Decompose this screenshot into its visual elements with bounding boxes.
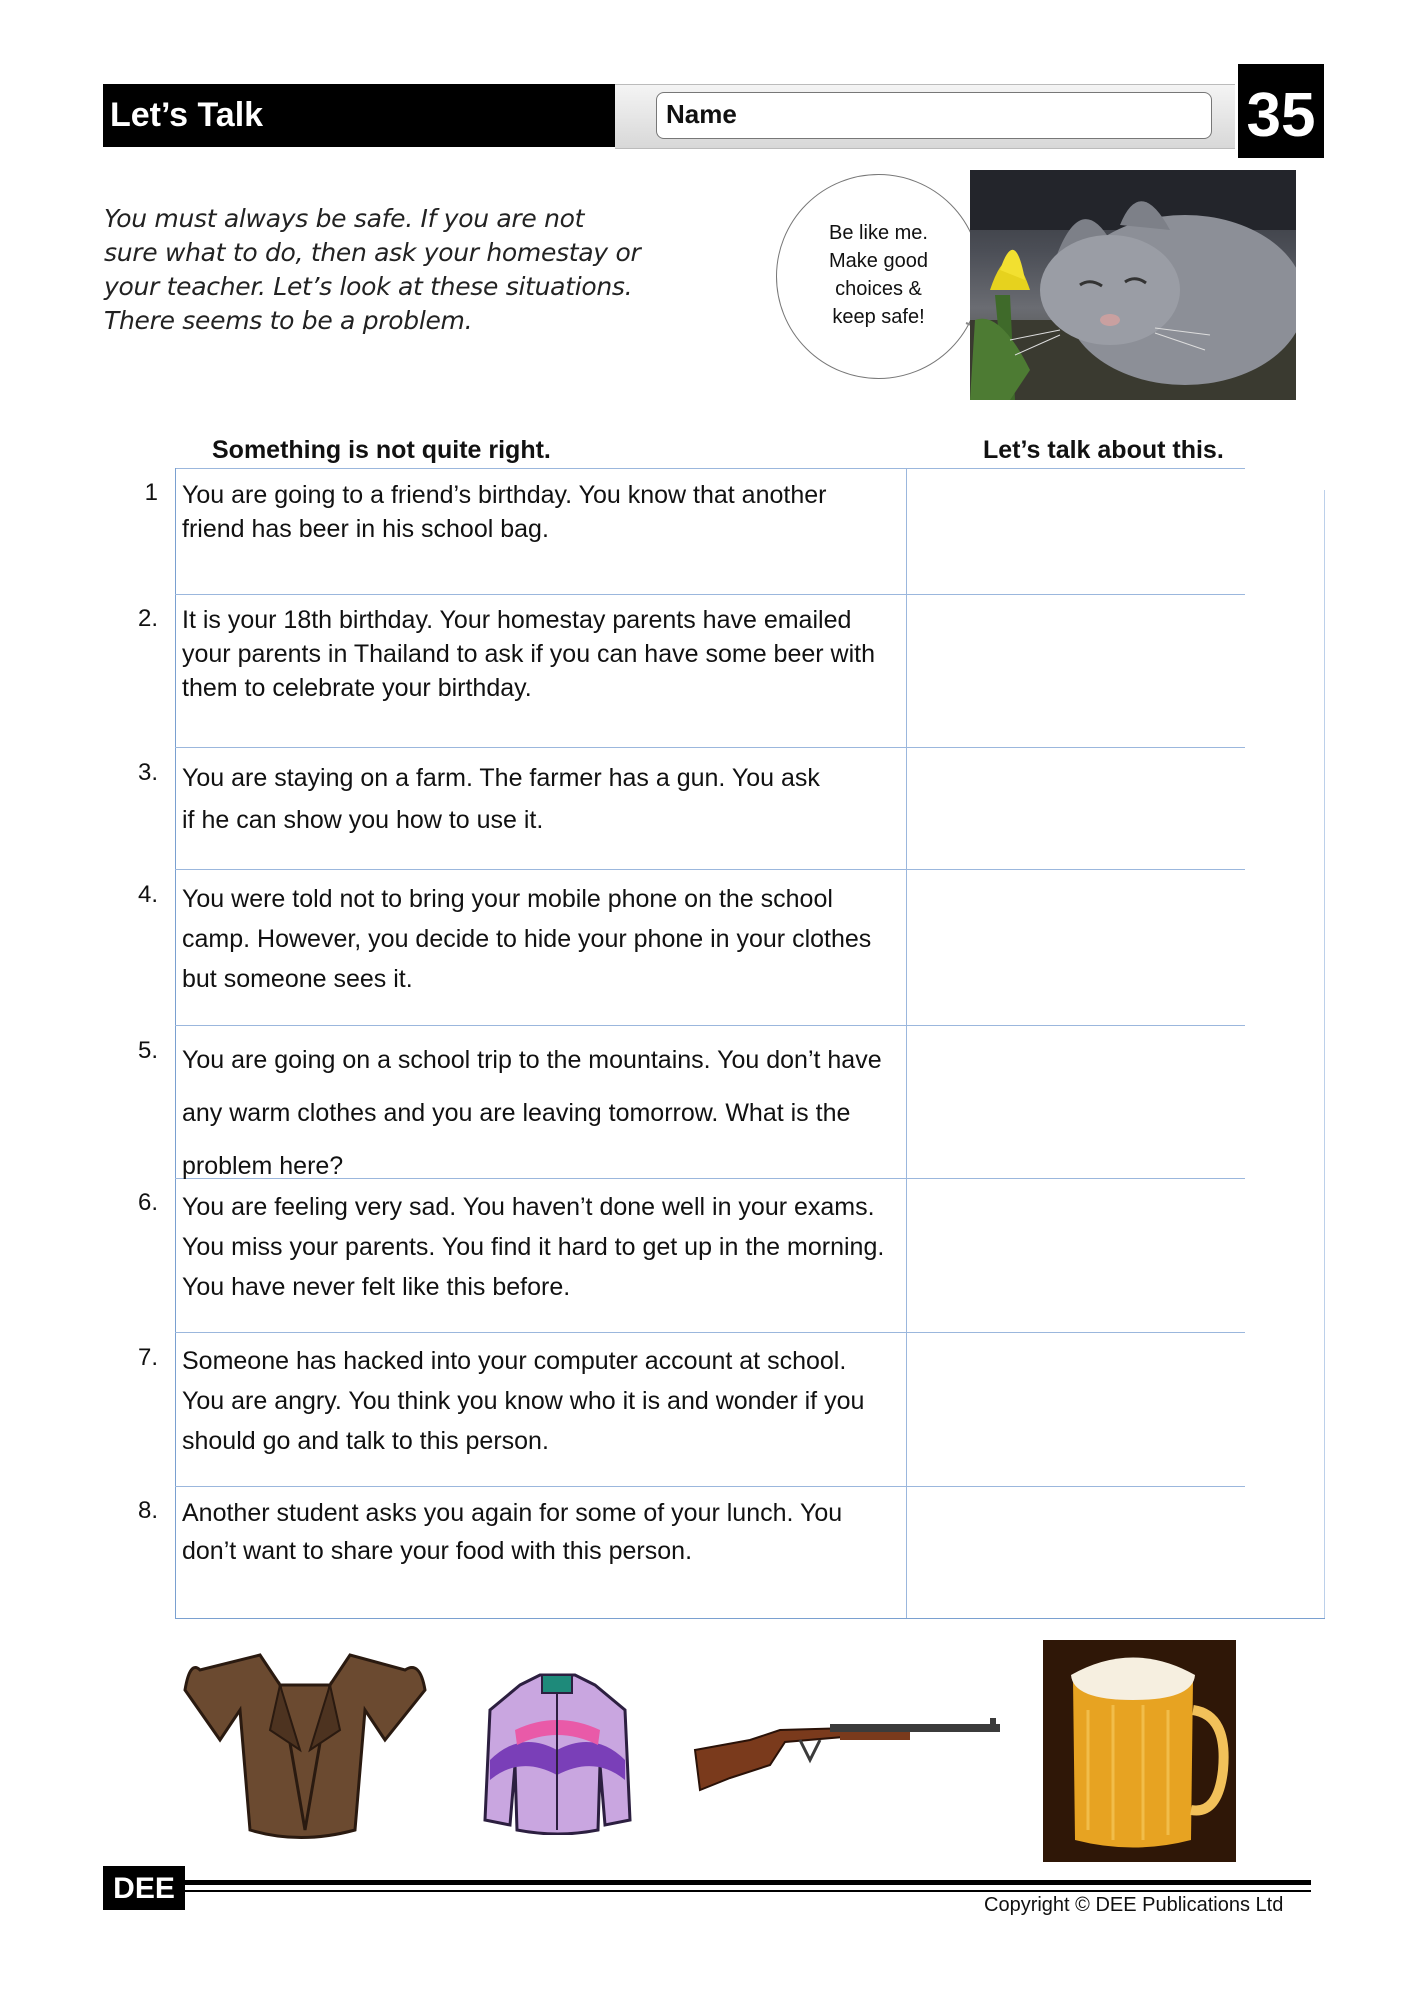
copyright-text: Copyright © DEE Publications Ltd (984, 1894, 1284, 1916)
header-divider (175, 468, 1245, 469)
intro-text: You must always be safe. If you are not sure what to do, then ask your homestay or your teacher. Let’s look at these situations. There seems to be a problem. (104, 204, 641, 335)
rifle-image (690, 1690, 1005, 1800)
row-divider (175, 594, 1245, 595)
bubble-line: choices & (835, 278, 922, 300)
row-divider (175, 1486, 1245, 1487)
answer-cell[interactable] (908, 749, 1322, 867)
row-number: 4. (137, 881, 158, 908)
situation-text: You are going to a friend’s birthday. You know that another friend has beer in his school bag. (182, 481, 827, 543)
page-number: 35 (1238, 64, 1324, 158)
beer-mug-image (1043, 1640, 1236, 1862)
row-divider (175, 747, 1245, 748)
answer-cell[interactable] (908, 1027, 1322, 1176)
answer-cell[interactable] (908, 1334, 1322, 1484)
row-number: 8. (137, 1497, 158, 1524)
name-label: Name (666, 99, 737, 129)
answer-cell[interactable] (908, 596, 1322, 745)
grid-line (1324, 490, 1325, 1618)
row-divider (175, 1332, 1245, 1333)
bubble-line: keep safe! (832, 306, 925, 328)
footer-rule (185, 1890, 1311, 1892)
answer-cell[interactable] (908, 871, 1322, 1023)
grid-line (175, 468, 176, 1618)
purple-jacket-image (480, 1670, 635, 1835)
situation-text: You are going on a school trip to the mountains. You don’t have any warm clothes and you are leaving tomorrow. What is the problem here? (182, 1046, 882, 1180)
situation-text: It is your 18th birthday. Your homestay parents have emailed your parents in Thailand to ask if you can have some beer with them to celebrate your birthday. (182, 606, 875, 702)
answer-cell[interactable] (908, 1488, 1322, 1616)
grid-line (906, 468, 907, 1618)
row-number: 2. (137, 605, 158, 632)
speech-bubble (776, 174, 981, 379)
cat-photo (970, 170, 1296, 400)
situation-text: Someone has hacked into your computer account at school. You are angry. You think you know who it is and wonder if you should go and talk to this person. (182, 1347, 865, 1455)
situation-text: Another student asks you again for some of your lunch. You don’t want to share your food with this person. (182, 1499, 843, 1565)
bubble-line: Make good (829, 250, 928, 272)
row-number: 3. (137, 759, 158, 786)
answer-cell[interactable] (908, 470, 1322, 592)
brown-jacket-image (180, 1650, 430, 1850)
row-divider (175, 869, 1245, 870)
situation-text: You are staying on a farm. The farmer has a gun. You ask if he can show you how to use it. (182, 764, 820, 834)
row-number: 1 (144, 479, 158, 506)
bubble-line: Be like me. (829, 222, 928, 244)
page-title: Let’s Talk (110, 96, 264, 134)
name-input[interactable] (656, 92, 1212, 139)
table-bottom (175, 1618, 1325, 1619)
footer-rule (185, 1880, 1311, 1885)
column-heading-problem: Something is not quite right. (212, 436, 551, 464)
row-number: 6. (137, 1189, 158, 1216)
row-number: 5. (137, 1037, 158, 1064)
situation-text: You were told not to bring your mobile phone on the school camp. However, you decide to hide your phone in your clothes but someone sees it. (182, 885, 872, 993)
row-number: 7. (137, 1344, 158, 1371)
answer-cell[interactable] (908, 1180, 1322, 1330)
column-heading-talk: Let’s talk about this. (983, 436, 1224, 464)
situation-text: You are feeling very sad. You haven’t done well in your exams. You miss your parents. You find it hard to get up in the morning. You have never felt like this before. (182, 1193, 885, 1301)
dee-logo: DEE (103, 1866, 185, 1910)
row-divider (175, 1025, 1245, 1026)
